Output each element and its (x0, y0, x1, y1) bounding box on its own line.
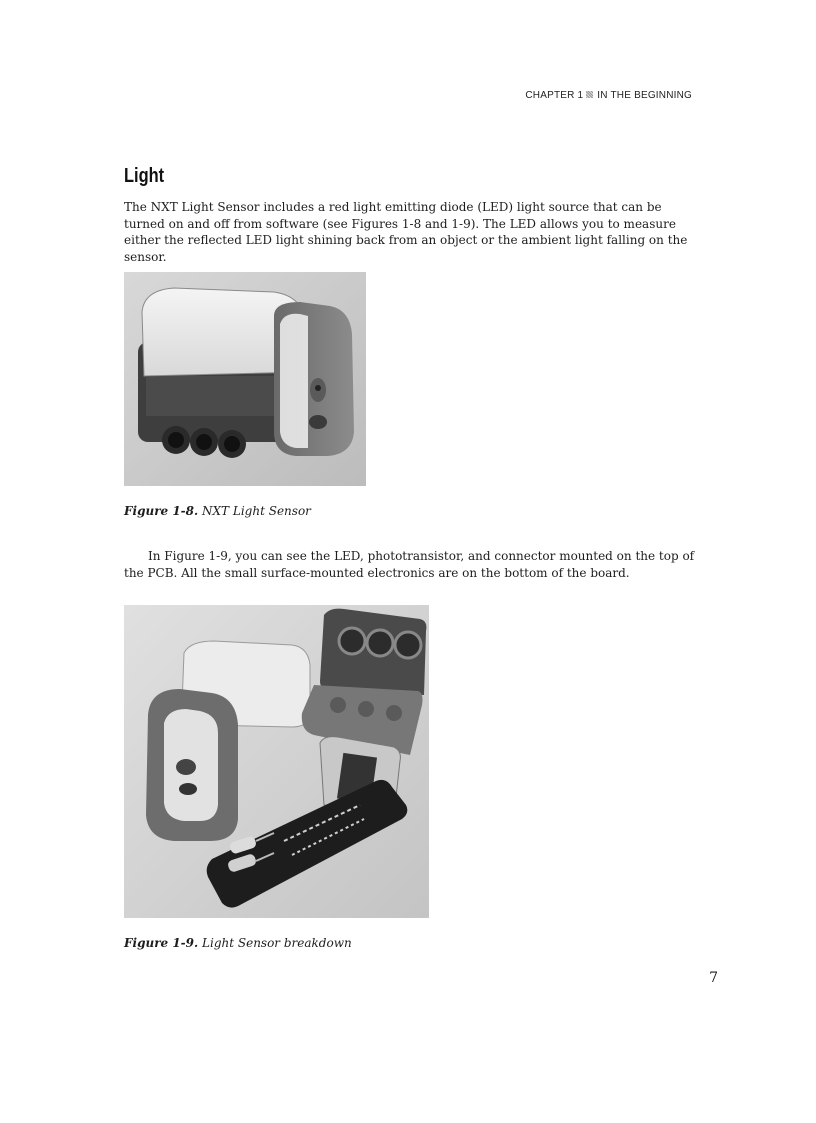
section-title: Light (124, 165, 165, 187)
figure-text: Light Sensor breakdown (202, 936, 352, 950)
paragraph-intro: The NXT Light Sensor includes a red light emitting diode (LED) light source that can be turned on and off from software (see Figures 1-8 and 1-9). The LED allows you to measure either the reflected LED light shining back from an object or the ambient light falling on the sensor. (124, 200, 688, 264)
page-number: 7 (709, 970, 718, 986)
chapter-title: IN THE BEGINNING (597, 90, 692, 101)
running-header (525, 90, 692, 101)
chapter-label: CHAPTER 1 (525, 90, 584, 101)
paragraph-pcb: In Figure 1-9, you can see the LED, phototransistor, and connector mounted on the top of the PCB. All the small surface-mounted electronics are on the bottom of the board. (124, 549, 695, 580)
figure-caption-1-9 (124, 936, 352, 950)
figure-label: Figure 1-9. (124, 936, 199, 950)
figure-label: Figure 1-8. (124, 504, 199, 518)
figure-caption-1-8 (124, 504, 311, 518)
light-sensor-photo (124, 272, 366, 486)
light-sensor-breakdown-photo (124, 605, 429, 918)
figure-text: NXT Light Sensor (202, 504, 311, 518)
separator-icon (586, 91, 593, 98)
